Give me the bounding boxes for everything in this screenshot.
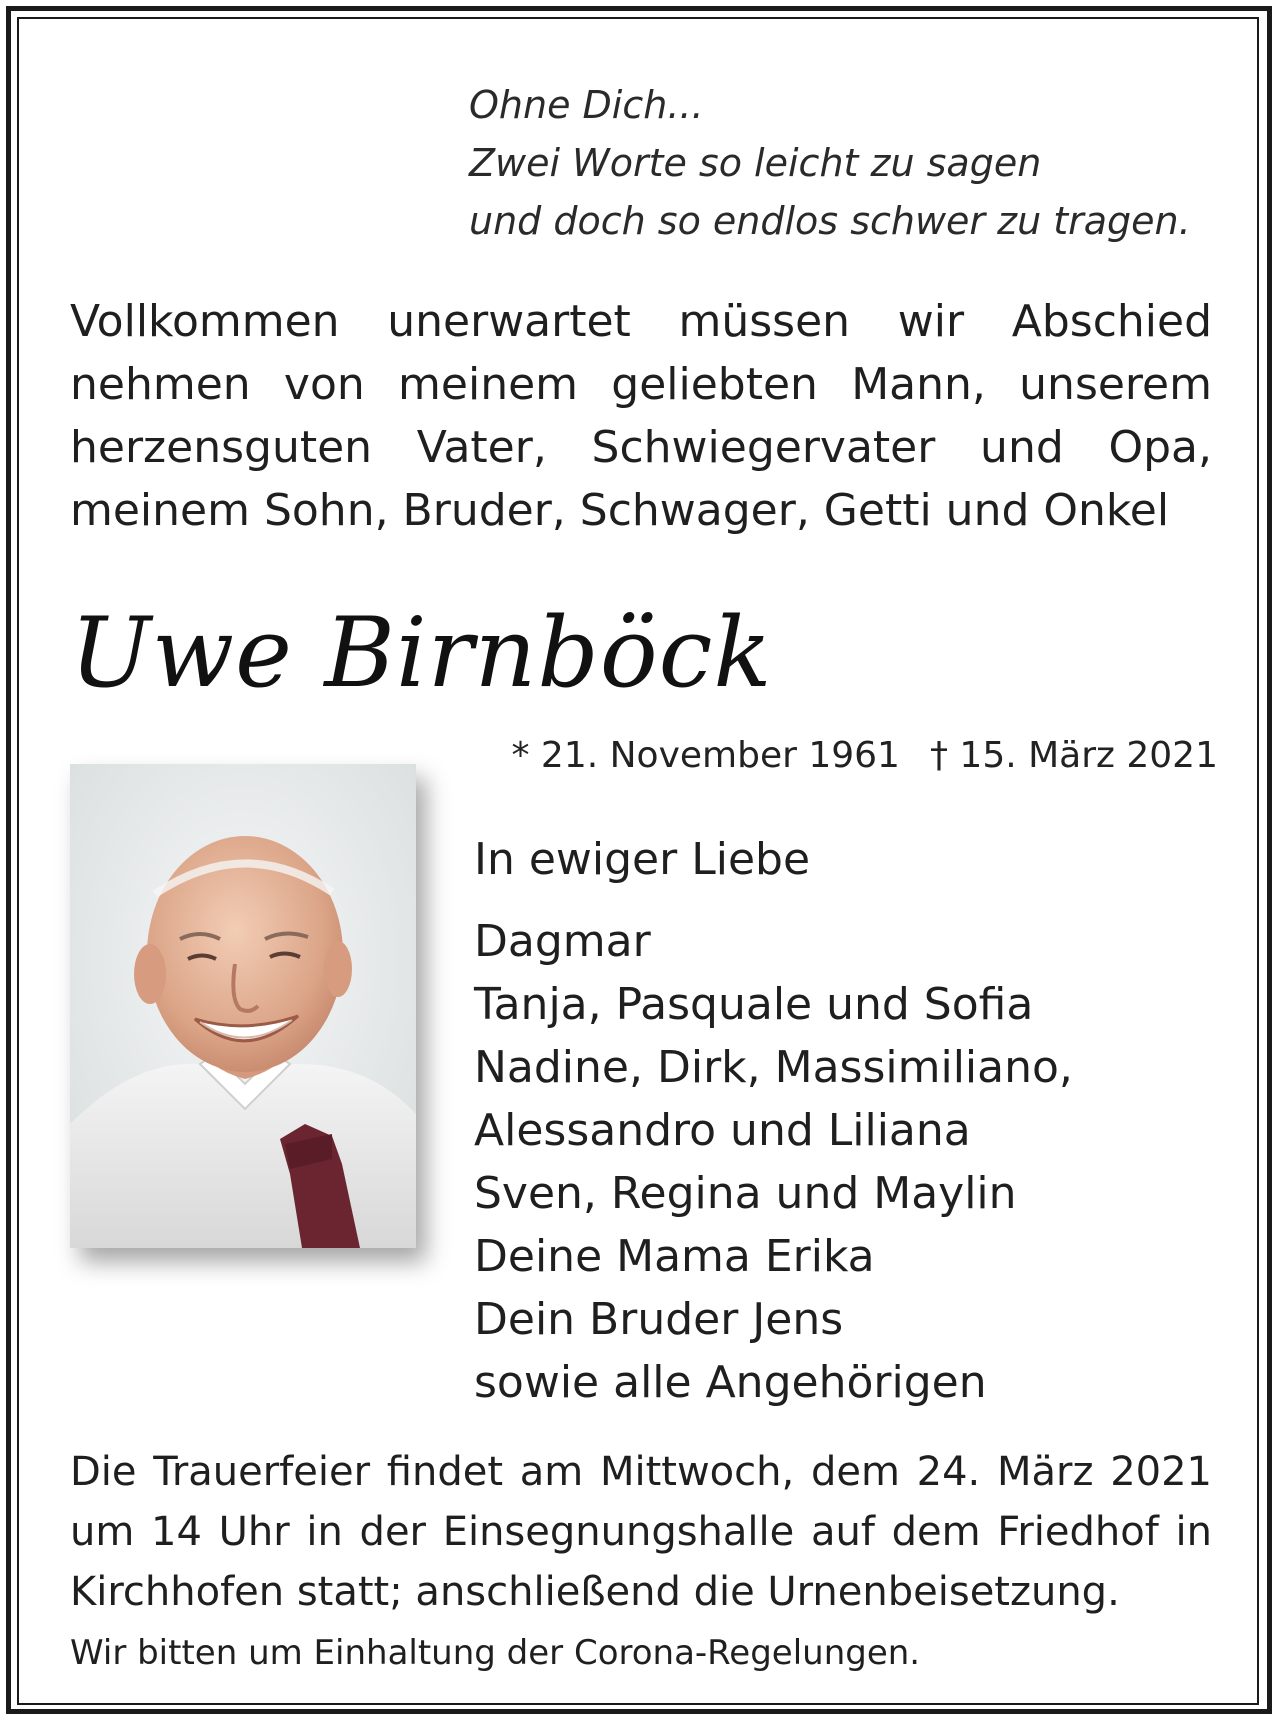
ceremony-paragraph: Die Trauerfeier findet am Mittwoch, dem 24. März 2021 um 14 Uhr in der Einsegnungshalle auf dem Friedhof in Kirchhofen statt; anschließend die Urnenbeisetzung. bbox=[70, 1449, 1212, 1615]
portrait-photo bbox=[70, 764, 416, 1248]
family-member: sowie alle Angehörigen bbox=[474, 1357, 987, 1408]
family-member: Deine Mama Erika bbox=[474, 1231, 875, 1282]
birth-date: * 21. November 1961 bbox=[511, 735, 900, 776]
family-member: Dagmar bbox=[474, 916, 651, 967]
poem-line: Ohne Dich... bbox=[469, 83, 704, 127]
family-heading: In ewiger Liebe bbox=[474, 834, 811, 885]
intro-paragraph: Vollkommen unerwartet müssen wir Abschied nehmen von meinem geliebten Mann, unserem herzensguten Vater, Schwiegervater und Opa, meinem Sohn, Bruder, Schwager, Getti und Onkel bbox=[70, 296, 1212, 536]
deceased-name: Uwe Birnböck bbox=[70, 597, 773, 709]
family-member: Dein Bruder Jens bbox=[474, 1294, 844, 1345]
family-member: Tanja, Pasquale und Sofia bbox=[474, 979, 1034, 1030]
family-member: Nadine, Dirk, Massimiliano, bbox=[474, 1042, 1073, 1093]
poem-line: Zwei Worte so leicht zu sagen bbox=[469, 141, 1042, 185]
poem bbox=[469, 76, 1259, 250]
family-section bbox=[474, 830, 1234, 1414]
family-member: Alessandro und Liliana bbox=[474, 1105, 971, 1156]
death-date: † 15. März 2021 bbox=[929, 735, 1218, 776]
corona-note: Wir bitten um Einhaltung der Corona-Regelungen. bbox=[70, 1633, 921, 1673]
poem-line: und doch so endlos schwer zu tragen. bbox=[469, 199, 1191, 243]
life-dates bbox=[478, 734, 1218, 778]
family-member: Sven, Regina und Maylin bbox=[474, 1168, 1017, 1219]
